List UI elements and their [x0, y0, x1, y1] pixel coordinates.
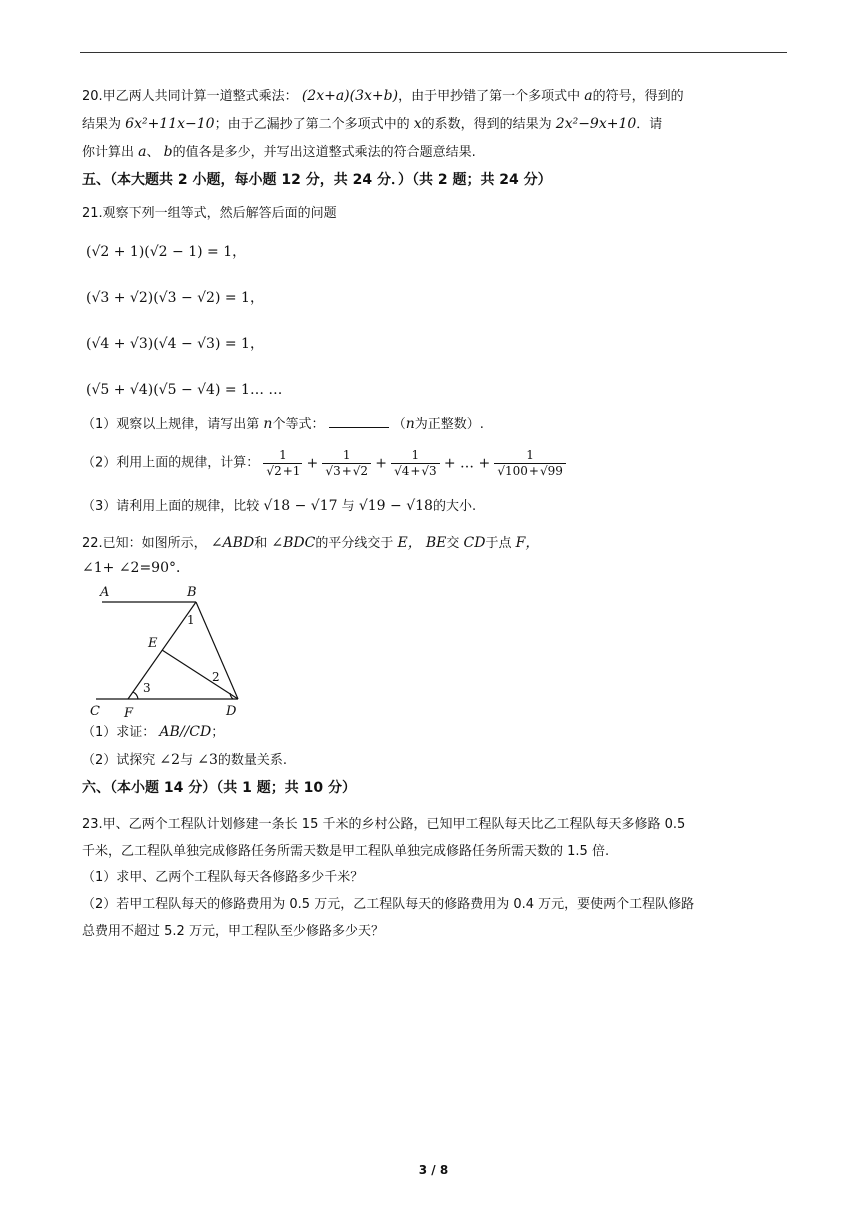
fraction: $\frac{1}{√4+√3}$	[391, 448, 440, 479]
angle-3: ∠3	[197, 752, 218, 768]
q22-parallel: AB//CD	[159, 724, 212, 740]
q21-text: 与	[341, 499, 355, 514]
angle-2: ∠2	[159, 752, 181, 768]
label-e: E	[148, 636, 158, 651]
angle-label-2: 2	[212, 670, 220, 684]
q22-text: 交	[446, 536, 460, 551]
q22-text: （2）试探究	[82, 753, 156, 768]
label-d: D	[226, 704, 237, 719]
q23-part1: （1）求甲、乙两个工程队每天各修路多少千米？	[82, 870, 364, 885]
q21-eq3: (√4 + √3)(√4 − √3) = 1，	[86, 336, 264, 352]
q20-line1	[82, 86, 684, 107]
ellipsis: + … +	[443, 455, 491, 472]
angle-abd: ∠ABD	[210, 535, 255, 551]
q21-text: 为正整数）.	[414, 417, 484, 432]
q23-part2-line1: （2）若甲工程队每天的修路费用为 0.5 万元，乙工程队每天的修路费用为 0.4 万元，要使两个工程队修路	[82, 897, 695, 912]
q21-part1	[82, 414, 484, 435]
q22-text: 的数量关系.	[217, 753, 287, 768]
q21-text: 的大小.	[432, 499, 477, 514]
angle-bdc: ∠BDC	[271, 535, 316, 551]
q21-eq1: (√2 + 1)(√2 − 1) = 1，	[86, 244, 247, 260]
q20-text: 你计算出	[82, 145, 135, 160]
q22-text: 于点	[485, 536, 512, 551]
q21-eq2: (√3 + √2)(√3 − √2) = 1，	[86, 290, 264, 306]
q22-text: ；	[211, 725, 225, 740]
q23-line1: 23.甲、乙两个工程队计划修建一条长 15 千米的乡村公路，已知甲工程队每天比乙工程队每天多修路 0.5	[82, 817, 686, 832]
var-a: a	[584, 88, 593, 104]
var-b: b	[163, 144, 173, 160]
q21-text: （	[392, 417, 406, 432]
q21-intro: 21.观察下列一组等式，然后解答后面的问题	[82, 206, 337, 221]
q22-part2	[82, 750, 287, 771]
q20-result2: 2x²−9x+10	[555, 116, 637, 132]
q23-line2: 千米，乙工程队单独完成修路任务所需天数是甲工程队单独完成修路任务所需天数的 1.5 倍.	[82, 844, 610, 859]
q21-part3	[82, 496, 476, 517]
q22-line2: ∠1+ ∠2=90°．	[82, 560, 191, 576]
fraction: $\frac{1}{√2+1}$	[263, 448, 302, 479]
label-a: A	[100, 585, 110, 600]
q20-text: ．请	[636, 117, 663, 132]
q20-result1: 6x²+11x−10	[125, 116, 215, 132]
angle-label-1: 1	[187, 613, 195, 627]
q22-text: 的平分线交于	[315, 536, 394, 551]
q20-line3	[82, 142, 476, 163]
label-c: C	[90, 704, 100, 719]
q23-part2-line2: 总费用不超过 5.2 万元，甲工程队至少修路多少天？	[82, 924, 384, 939]
q22-text: 22.已知：如图所示，	[82, 536, 207, 551]
point-f: F，	[515, 535, 540, 551]
segment-ed	[162, 650, 238, 699]
q21-text: 个等式：	[272, 417, 325, 432]
q21-expression1: √18 − √17	[263, 498, 338, 514]
q20-text: ；由于乙漏抄了第二个多项式中的	[214, 117, 410, 132]
q20-text: 结果为	[82, 117, 122, 132]
q20-text: 的符号，得到的	[592, 89, 684, 104]
q21-text: （3）请利用上面的规律，比较	[82, 499, 260, 514]
q20-text: 的系数，得到的结果为	[421, 117, 552, 132]
point-e: E，	[397, 535, 422, 551]
segment-cd: CD	[463, 535, 486, 551]
section-5-heading: 五、（本大题共 2 小题，每小题 12 分，共 24 分．）（共 2 题；共 24 分）	[82, 172, 552, 188]
var-a: a	[138, 144, 147, 160]
q20-line2	[82, 114, 662, 135]
label-b: B	[187, 585, 197, 600]
q22-part1	[82, 722, 224, 743]
q21-text: （2）利用上面的规律，计算：	[82, 455, 260, 471]
q20-text: 20.甲乙两人共同计算一道整式乘法：	[82, 89, 298, 104]
fraction: $\frac{1}{√3+√2}$	[322, 448, 371, 479]
q21-eq4: (√5 + √4)(√5 − √4) = 1… …	[86, 382, 283, 398]
var-n: n	[405, 416, 415, 432]
q20-expression: (2x+a)(3x+b)	[301, 88, 399, 104]
q22-text: 和	[254, 536, 268, 551]
q21-text: （1）观察以上规律，请写出第	[82, 417, 260, 432]
label-f: F	[124, 706, 134, 721]
q22-text: 与	[180, 753, 194, 768]
separator: 、	[146, 145, 160, 160]
var-n: n	[263, 416, 273, 432]
geometry-figure	[86, 580, 256, 722]
q20-text: 的值各是多少，并写出这道整式乘法的符合题意结果.	[172, 145, 476, 160]
segment-bd	[196, 602, 238, 699]
section-6-heading: 六、（本小题 14 分）（共 1 题；共 10 分）	[82, 780, 356, 796]
q22-text: （1）求证：	[82, 725, 156, 740]
page-number: 3 / 8	[418, 1163, 449, 1177]
segment-be: BE	[425, 535, 447, 551]
q22-line1	[82, 533, 539, 554]
q21-part2: （2）利用上面的规律，计算： $\frac{1}{√2+1}$ + $\frac{1}{√3+√2}$ + $\frac{1}{√4+√3}$ + … + $\frac{1}{√100+√99}$	[82, 448, 566, 479]
q20-text: ，由于甲抄错了第一个多项式中	[398, 89, 581, 104]
header-rule	[80, 52, 787, 53]
angle-3-arc	[133, 692, 138, 699]
q21-expression2: √19 − √18	[358, 498, 433, 514]
var-x: x	[413, 116, 422, 132]
fraction: $\frac{1}{√100+√99}$	[494, 448, 566, 479]
angle-label-3: 3	[143, 681, 151, 695]
answer-blank[interactable]	[329, 414, 389, 428]
